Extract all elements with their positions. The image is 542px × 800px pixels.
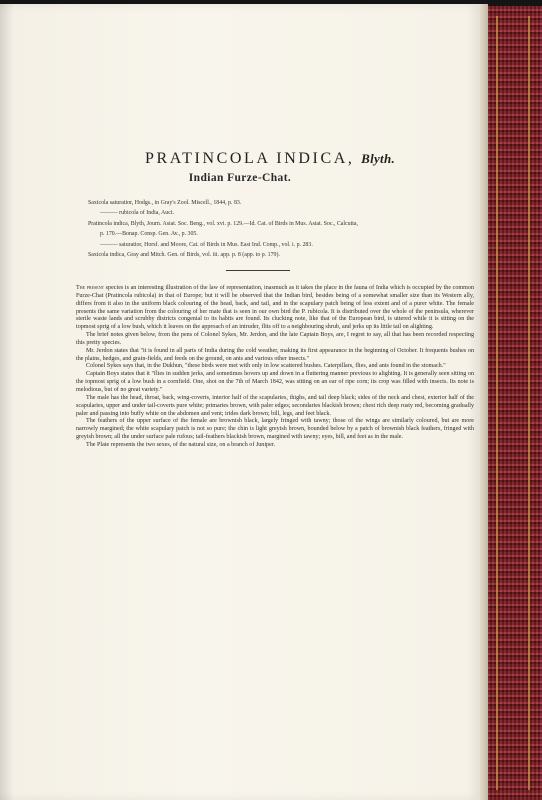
synonym-line: ——— rubicola of India, Auct. bbox=[100, 210, 174, 217]
synonym-line: Saxicola indica, Gray and Mitch. Gen. of Birds, vol. iii. app. p. 8 (app. to p. 179). bbox=[88, 252, 280, 259]
paragraph-boys: Captain Boys states that it "flies in sudden jerks, and sometimes hovers up and down in a fluttering manner previous to alighting. It is generally seen sitting on the topmost sprig of a low bush in a cornfield. One, shot on the 7th of March 1842, was sitting on an ear of ripe corn; its crop was filled with insects. Its note is melodious, but of no great variety." bbox=[76, 371, 474, 393]
paragraph-plate-note: The Plate represents the two sexes, of the natural size, on a branch of Juniper. bbox=[86, 441, 276, 448]
opening-words: The present bbox=[76, 285, 105, 291]
species-name: PRATINCOLA INDICA, bbox=[145, 150, 355, 167]
paragraph-jerdon: Mr. Jerdon states that "it is found in all parts of India during the cold weather, making its first appearance in the beginning of October. It frequents bushes on the plains, hedges, and grain-fields, and feeds on the ground, on ants and various other insects." bbox=[76, 347, 474, 362]
section-divider-rule bbox=[226, 270, 290, 271]
synonymy-block bbox=[88, 198, 474, 260]
synonym-line: Saxicola saturatior, Hodgs., in Gray's Zool. Miscell., 1844, p. 83. bbox=[88, 200, 242, 206]
paragraph-male-description: The male has the head, throat, back, wing-coverts, interior half of the scapularies, thighs, and tail deep black; sides of the neck and chest, exterior half of the scapularies, upper and under tail-coverts pure white; primaries brown, with paler edges; secondaries blackish brown; chest rich deep rusty red, becoming gradually paler and passing into buffy white on the abdomen and vent; irides dark brown; bill, legs, and feet black. bbox=[76, 394, 474, 417]
common-name: Indian Furze-Chat. bbox=[188, 172, 292, 184]
species-title bbox=[145, 150, 395, 168]
marbled-binding-edge bbox=[486, 6, 542, 800]
paragraph-introduction bbox=[76, 285, 474, 332]
synonym-line: Pratincola indica, Blyth, Journ. Asiat. Soc. Beng., vol. xvi. p. 129.—Id. Cat. of Birds in Mus. Asiat. Soc., Calcutta, bbox=[88, 220, 358, 227]
species-author: Blyth. bbox=[361, 151, 396, 166]
synonym-line: ——— saturatior, Horsf. and Moore, Cat. of Birds in Mus. East Ind. Comp., vol. i. p. 283. bbox=[100, 241, 313, 248]
paragraph-text: species is an interesting illustration of the law of representation, inasmuch as it takes the place in the fauna of India which is occupied by the common Furze-Chat (Pratincola rubicola) in that of Europe; but it will be observed that the Indian bird, besides being of a somewhat smaller size than its Western ally, differs from it also in the uniform black colouring of the head, back, and tail, and in the scapulary patch being of less extent and of a purer white. The female presents the same variation from the colouring of her mate that is seen in our own bird the P. rubicola. It is distributed over the whole of the peninsula, wherever sterile waste lands and scrubby districts congenial to its habits are found. Its clucking note, like that of the European bird, is uttered while it is sitting on the topmost sprig of a low bush, which it leaves on the approach of an intruder, flits off to a neighbouring shrub, and jerks up its little tail on alighting. bbox=[76, 285, 474, 331]
synonym-line: p. 170.—Bonap. Consp. Gen. Av., p. 305. bbox=[100, 231, 198, 238]
paragraph-female-description: The feathers of the upper surface of the female are brownish black, largely fringed with tawny; those of the wings are similarly coloured, but are more narrowly margined; the white scapulary patch is not so pure; the chin is light greyish brown, bounded below by a patch of brownish black feathers, fringed with greyish brown; all the under surface pale rufous; tail-feathers blackish brown, margined with tawny; eyes, bill, and feet as in the male. bbox=[76, 418, 474, 441]
paragraph-sources: The brief notes given below, from the pens of Colonel Sykes, Mr. Jerdon, and the late Captain Boys, are, I regret to say, all that has been recorded respecting this pretty species. bbox=[76, 332, 474, 346]
book-page bbox=[0, 4, 480, 800]
gutter-shadow bbox=[0, 4, 14, 800]
paragraph-sykes: Colonel Sykes says that, in the Dukhun, "these birds were met with only in low scattered bushes. Caterpillars, flies, and ants found in the stomach." bbox=[86, 363, 446, 370]
body-text bbox=[76, 285, 474, 450]
